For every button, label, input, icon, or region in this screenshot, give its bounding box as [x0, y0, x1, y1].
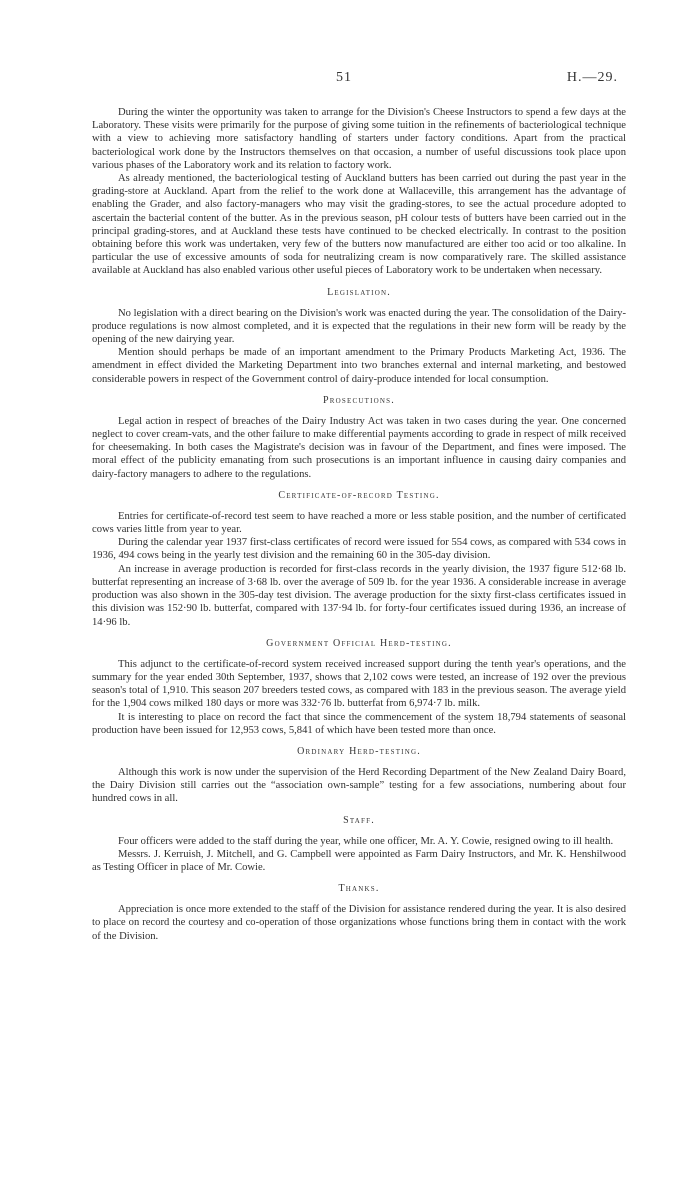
paragraph: This adjunct to the certificate-of-record system received increased support during the tenth year's operations, and the summary for the year ended 30th September, 1937, shows that 2,102 cows were tested, an increase of 192 over the previous season's total of 1,910. This season 207 breeders tested cows, as compared with 183 in the previous season. The average yield for the 1,904 cows milked 180 days or more was 332·76 lb. butterfat from 6,974·7 lb. milk. [92, 658, 626, 710]
paragraph: As already mentioned, the bacteriological testing of Auckland butters has been carried out during the past year in the grading-store at Auckland. Apart from the relief to the work done at Wallaceville, this arrangement has the advantage of enabling the Grader, and also factory-managers who may visit the grading-stores, to see the actual procedure adopted to ascertain the bacterial content of the butter. As in the previous season, pH colour tests of butters have been carried out in the principal grading-stores, and at Auckland these tests have continued to be checked electrically. In contrast to the position obtaining before this work was undertaken, very few of the butters now manufactured are either too acid or too alkaline. In particular the use of excessive amounts of soda for neutralizing cream is now comparatively rare. The skilled assistance available at Auckland has also enabled various other useful pieces of Laboratory work to be undertaken when necessary. [92, 173, 626, 277]
section-heading-staff: Staff. [343, 814, 375, 826]
paragraph: Entries for certificate-of-record test seem to have reached a more or less stable position, and the number of certificated cows varies little from year to year. [92, 510, 626, 536]
section-heading-prosecutions: Prosecutions. [323, 394, 395, 406]
paragraph: Messrs. J. Kerruish, J. Mitchell, and G. Campbell were appointed as Farm Dairy Instructors, and Mr. K. Henshilwood as Testing Officer in place of Mr. Cowie. [92, 848, 626, 873]
paragraph: It is interesting to place on record the fact that since the commencement of the system 18,794 statements of seasonal production have been issued for 12,953 cows, 5,841 of which have been tested more than once. [92, 711, 626, 736]
paragraph: Legal action in respect of breaches of the Dairy Industry Act was taken in two cases during the year. One concerned neglect to cover cream-vats, and the other failure to make differential payments according to grade in respect of milk received for cheesemaking. In both cases the Magistrate's decision was in favour of the Department, and fines were imposed. The moral effect of the publicity emanating from such prosecutions is an important influence in causing dairy companies and dairy-factory managers to adhere to the regulations. [92, 415, 626, 480]
paragraph: Four officers were added to the staff during the year, while one officer, Mr. A. Y. Cowie, resigned owing to ill health. [118, 835, 614, 847]
section-heading-certificate-of-record-testing: Certificate-of-record Testing. [278, 489, 440, 501]
paragraph: An increase in average production is recorded for first-class records in the yearly division, the 1937 figure 512·68 lb. butterfat representing an increase of 3·68 lb. over the average of 509 lb. for the year 1936. A considerable increase in average production was also shown in the 305-day test division. The average production for the sixty first-class certificates issued in this division was 152·90 lb. butterfat, compared with 137·94 lb. for forty-four certificates issued during 1936, an increase of 14·96 lb. [92, 563, 626, 628]
section-heading-legislation: Legislation. [327, 286, 391, 298]
paragraph: During the winter the opportunity was taken to arrange for the Division's Cheese Instructors to spend a few days at the Laboratory. These visits were primarily for the purpose of giving some tuition in the refinements of bacteriological technique with a view to achieving more satisfactory handling of starters under factory conditions. Apart from the practical bacteriological work done by the Instructors themselves on that occasion, a number of useful discussions took place upon various phases of the Laboratory work and its relation to factory work. [92, 107, 626, 171]
paragraph: Mention should perhaps be made of an important amendment to the Primary Products Marketing Act, 1936. The amendment in effect divided the Marketing Department into two branches external and internal marketing, and bestowed considerable powers in respect of the Government control of dairy-produce intended for local consumption. [92, 347, 626, 385]
page-number: 51 [336, 70, 352, 85]
body-text [92, 106, 626, 943]
paragraph: No legislation with a direct bearing on the Division's work was enacted during the year. The consolidation of the Dairy-produce regulations is now almost completed, and it is expected that the regulations in their new form will be ready by the opening of the new dairying year. [92, 307, 626, 346]
section-heading-government-official-herd-testing: Government Official Herd-testing. [266, 637, 452, 649]
section-heading-ordinary-herd-testing: Ordinary Herd-testing. [297, 745, 421, 757]
paragraph: Although this work is now under the supervision of the Herd Recording Department of the New Zealand Dairy Board, the Dairy Division still carries out the “association own-sample” testing for a few associations, numbering about four hundred cows in all. [92, 766, 626, 805]
section-heading-thanks: Thanks. [338, 883, 380, 895]
paragraph: During the calendar year 1937 first-class certificates of record were issued for 554 cows, as compared with 534 cows in 1936, 494 cows being in the yearly test division and the remaining 60 in the 305-day division. [92, 537, 626, 562]
document-reference: H.—29. [566, 70, 618, 85]
paragraph: Appreciation is once more extended to the staff of the Division for assistance rendered during the year. It is also desired to place on record the courtesy and co-operation of those organizations whose functions bring them in contact with the work of the Division. [92, 904, 626, 942]
